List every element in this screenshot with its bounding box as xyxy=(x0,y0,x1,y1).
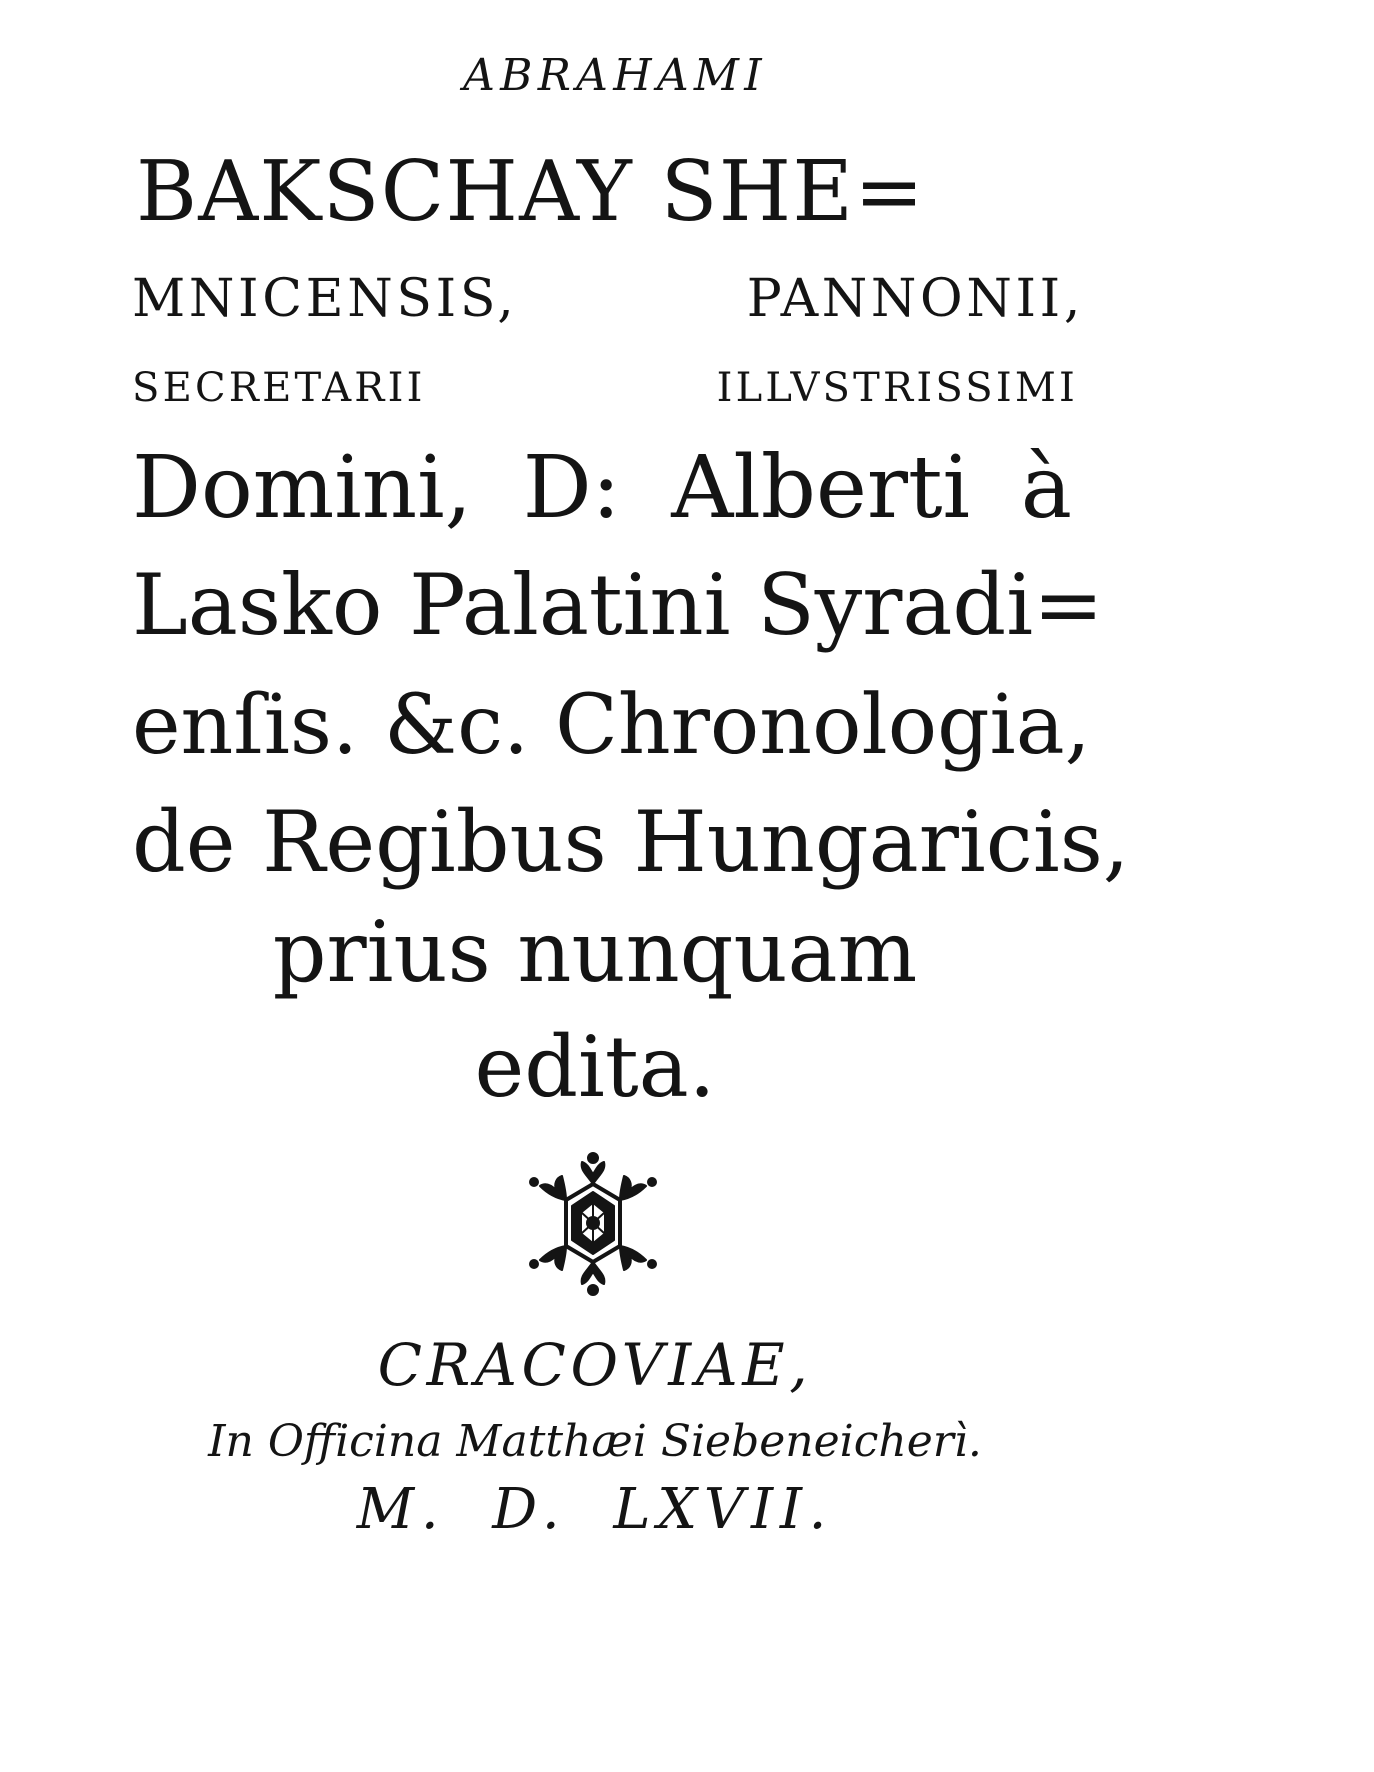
title-line-office: SECRETARII ILLVSTRISSIMI xyxy=(132,365,1078,411)
title-line-edita: edita. xyxy=(474,1018,716,1116)
title-line-author-forename: ABRAHAMI xyxy=(463,50,767,101)
title-line-prius: prius nunquam xyxy=(272,903,918,1001)
title-line-palatine: Lasko Palatini Syradi= xyxy=(132,556,1104,654)
title-line-patron: Domini, D: Alberti à xyxy=(132,438,1072,538)
title-line-origin: MNICENSIS, PANNONII, xyxy=(132,269,1084,329)
imprint-printer: In Officina Matthæi Siebeneicherì. xyxy=(208,1416,982,1467)
imprint-place: CRACOVIAE, xyxy=(377,1331,813,1399)
imprint-year: M. D. LXVII. xyxy=(356,1477,834,1542)
title-line-chronologia: enſis. &c. Chronologia, xyxy=(132,678,1091,773)
title-line-regibus: de Regibus Hungaricis, xyxy=(132,793,1130,891)
printer-ornament-icon xyxy=(522,1150,664,1298)
title-line-author-surname: BAKSCHAY SHE= xyxy=(136,143,926,240)
